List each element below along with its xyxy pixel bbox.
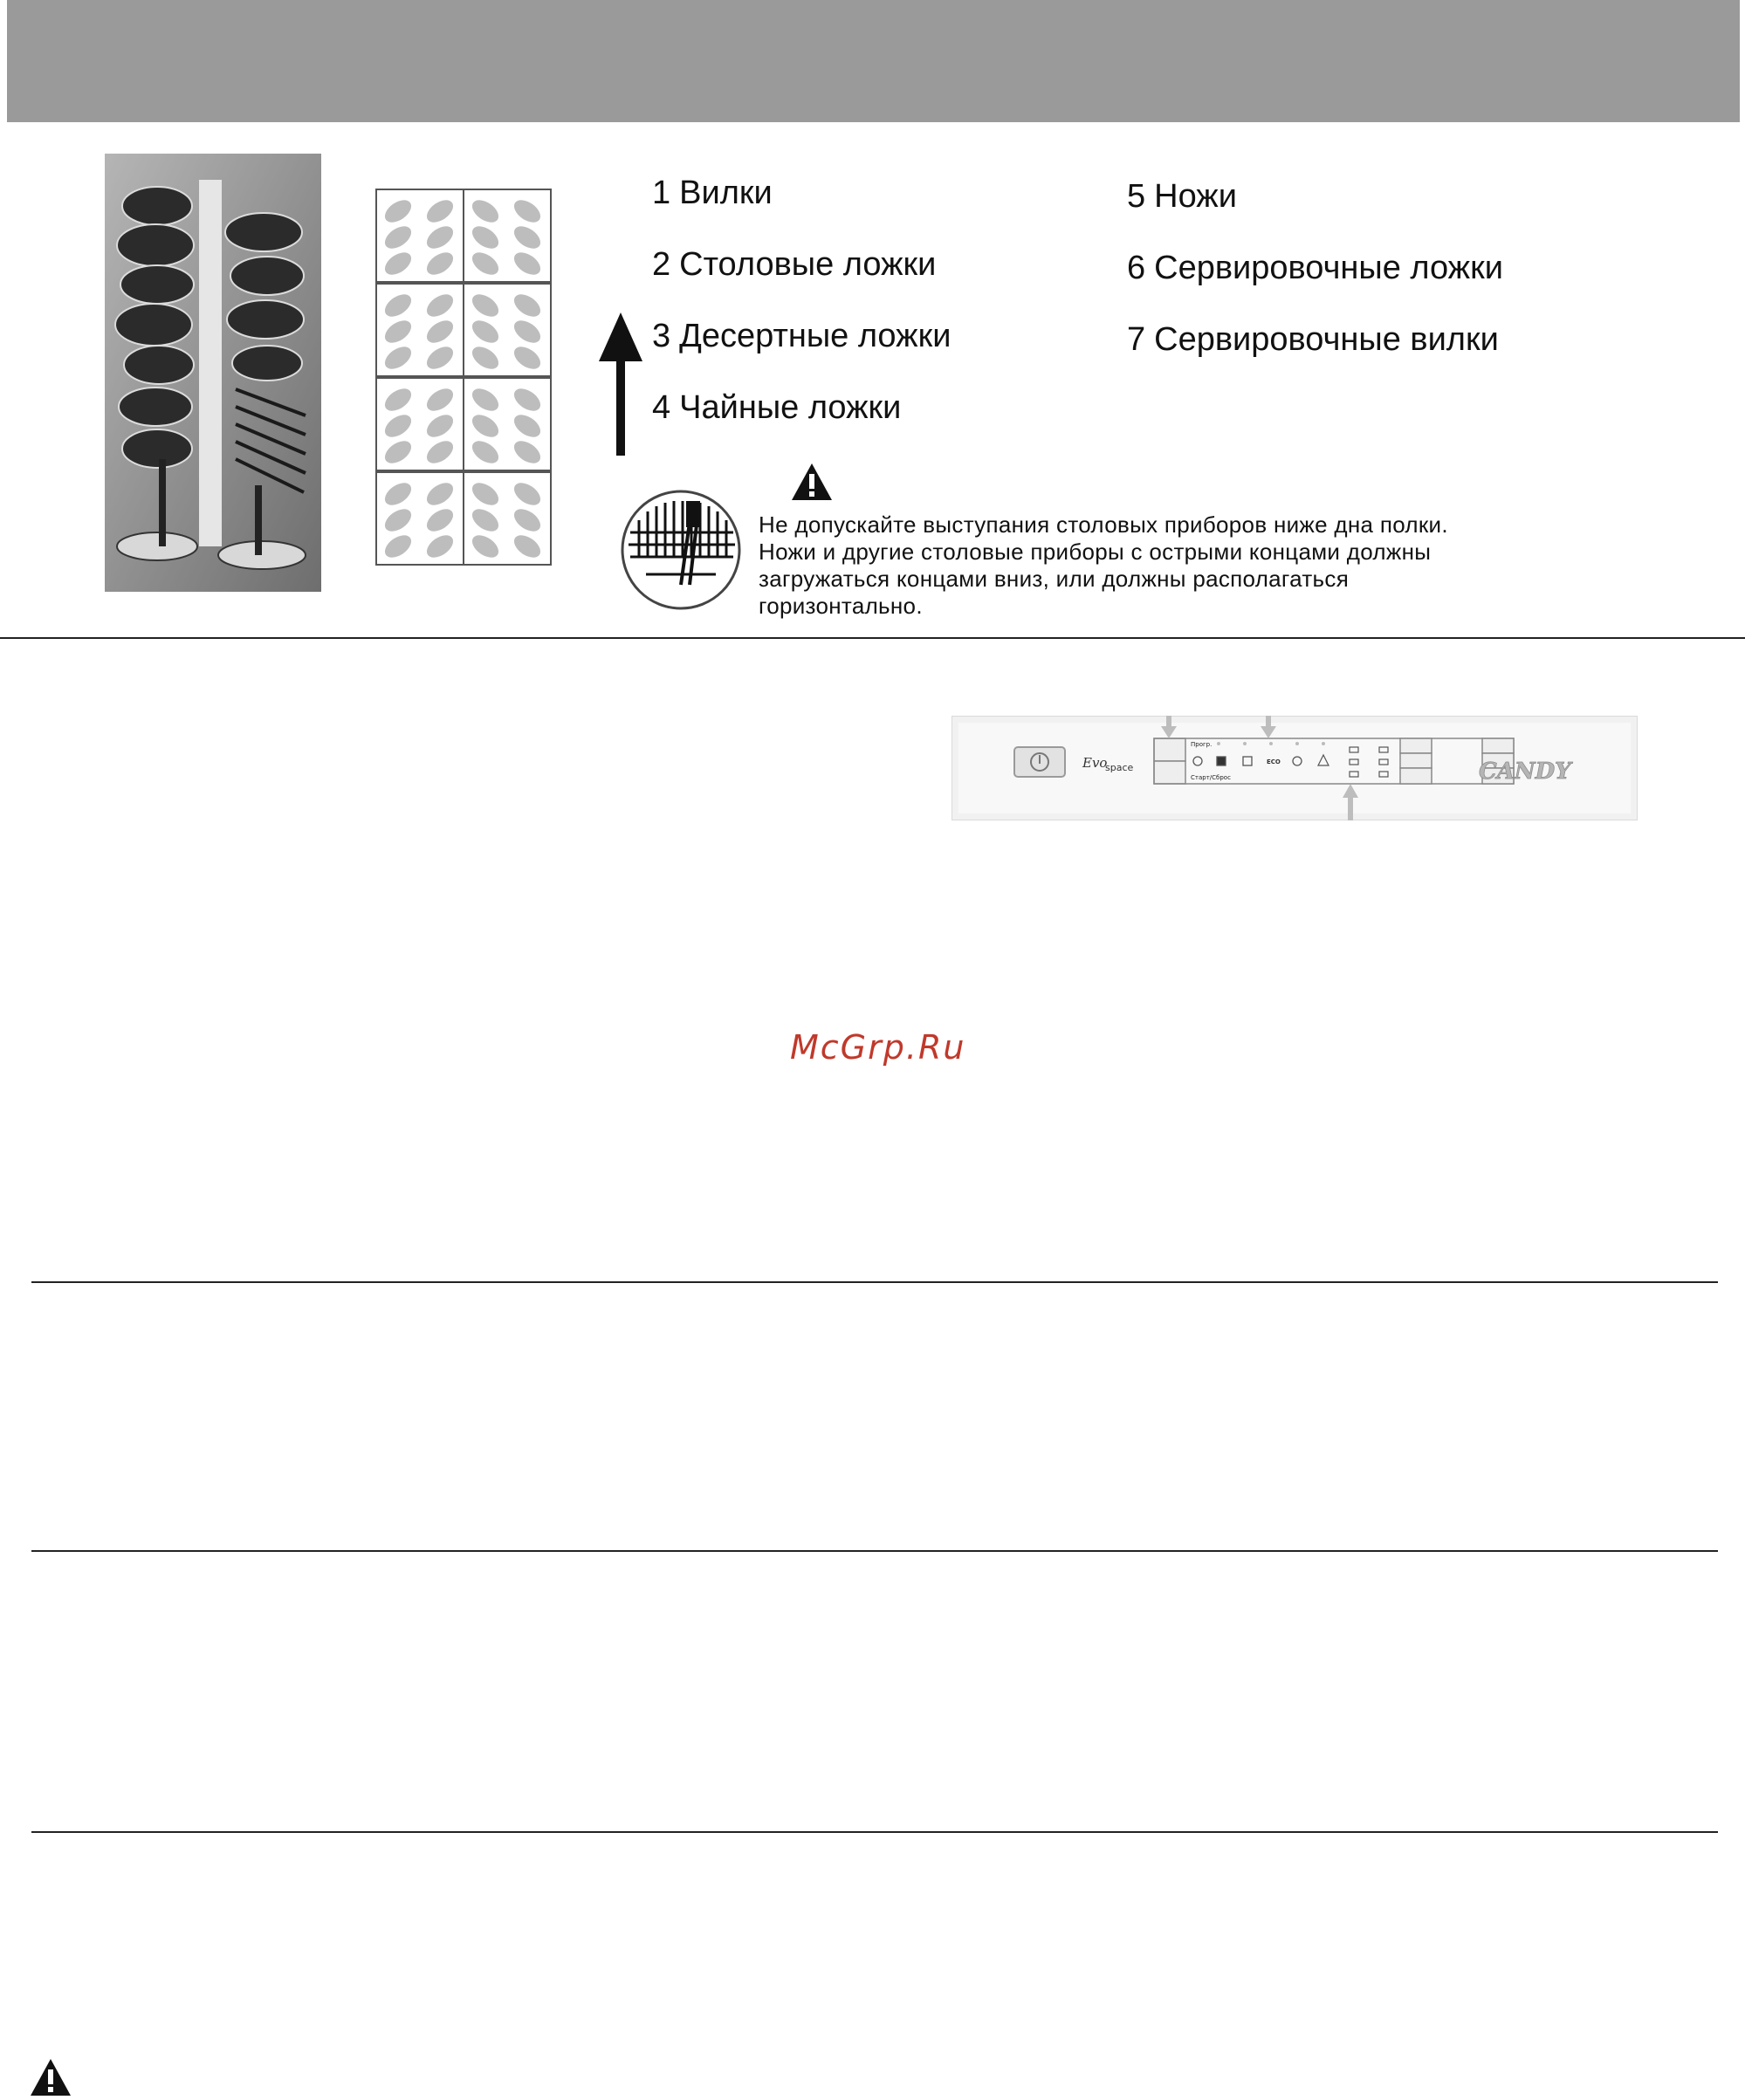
label-start: Старт/Сброс [1191,774,1231,781]
divider [31,1831,1718,1833]
legend-item-2: 2 Столовые ложки [652,246,937,283]
warning-triangle-icon [791,463,833,501]
control-panel-illustration [952,716,1638,820]
header-band [7,0,1740,122]
brand-logo: CANDY [1479,758,1571,785]
divider [31,1550,1718,1552]
eco-label: ECO [1267,758,1281,765]
model-evo: Evo [1082,755,1108,771]
model-space: space [1105,762,1134,773]
cutlery-basket-photo [105,154,321,592]
label-prog: Прогр. [1191,741,1213,748]
warning-triangle-icon [30,2058,72,2097]
basket-grid-diagram [375,189,553,567]
power-button-icon [1014,747,1065,777]
legend-item-6: 6 Сервировочные ложки [1127,250,1503,286]
watermark: McGrp.Ru [790,1028,966,1067]
legend-item-7: 7 Сервировочные вилки [1127,321,1499,358]
legend-item-1: 1 Вилки [652,175,773,211]
warning-note: Не допускайте выступания столовых приборов ниже дна полки. Ножи и другие столовые приборы с острыми концами должны загружаться концами вниз, или должны располагаться горизонтально. [759,511,1448,619]
up-arrow-icon [597,312,644,456]
divider [31,1281,1718,1283]
legend-item-4: 4 Чайные ложки [652,389,902,426]
legend-item-5: 5 Ножи [1127,178,1237,215]
legend-item-3: 3 Десертные ложки [652,318,952,354]
cutlery-rack-icon [620,489,742,611]
divider [0,637,1745,639]
